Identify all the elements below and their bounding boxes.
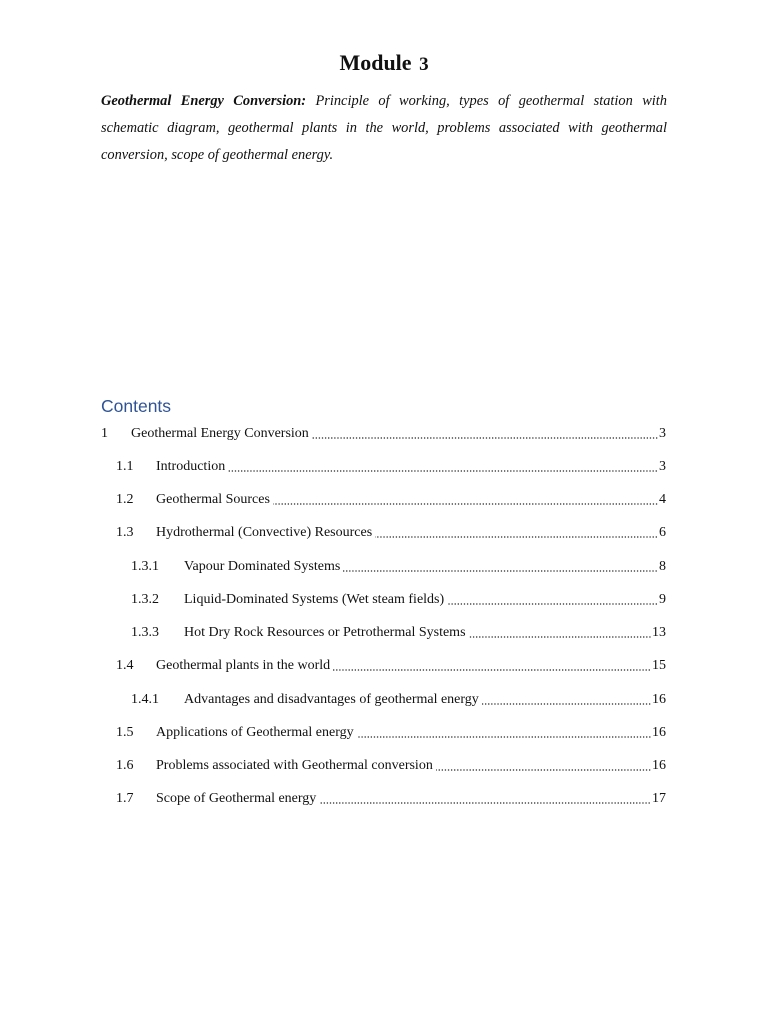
toc-entry-title: Geothermal Energy Conversion	[131, 426, 309, 441]
toc-entry-page: 13	[652, 625, 666, 640]
toc-entry-page: 8	[659, 559, 666, 574]
toc-dot-leader	[436, 769, 651, 771]
toc-entry-title: Hydrothermal (Convective) Resources	[156, 525, 373, 540]
toc-entry-page: 3	[659, 459, 666, 474]
toc-entry-number: 1.2	[116, 492, 134, 507]
toc-entry-number: 1.3.1	[131, 559, 159, 574]
toc-entry-number: 1	[101, 426, 108, 441]
toc-entry-page: 16	[652, 758, 666, 773]
toc-entry[interactable]	[131, 624, 666, 642]
toc-entry-title: Liquid-Dominated Systems (Wet steam fields)	[184, 592, 445, 607]
intro-text: Principle of working, types of geothermal station with schematic diagram, geothermal plants in the world, problems associated with geothermal conversion, scope of geothermal energy.	[101, 93, 667, 163]
toc-dot-leader	[343, 570, 658, 572]
toc-dot-leader	[333, 669, 651, 671]
toc-entry-title: Problems associated with Geothermal conversion	[156, 758, 433, 773]
toc-entry-number: 1.1	[116, 459, 134, 474]
toc-dot-leader	[228, 470, 658, 472]
toc-entry-number: 1.6	[116, 758, 134, 773]
toc-entry[interactable]	[116, 724, 666, 742]
toc-entry-page: 9	[659, 592, 666, 607]
toc-entry[interactable]	[101, 425, 666, 443]
toc-entry[interactable]	[116, 491, 666, 509]
toc-entry-title: Applications of Geothermal energy	[156, 725, 354, 740]
toc-dot-leader	[312, 437, 658, 439]
toc-entry-page: 16	[652, 692, 666, 707]
toc-entry-title: Advantages and disadvantages of geothermal energy	[184, 692, 479, 707]
toc-entry-number: 1.4.1	[131, 692, 159, 707]
module-label: Module	[339, 50, 412, 75]
toc-entry[interactable]	[131, 691, 666, 709]
toc-entry-title: Vapour Dominated Systems	[184, 559, 341, 574]
toc-dot-leader	[357, 736, 651, 738]
toc-entry-page: 4	[659, 492, 666, 507]
contents-heading: Contents	[101, 396, 172, 416]
toc-entry-title: Geothermal Sources	[156, 492, 270, 507]
toc-entry-number: 1.3.2	[131, 592, 159, 607]
toc-entry[interactable]	[116, 757, 666, 775]
toc-dot-leader	[319, 802, 651, 804]
toc-entry-number: 1.5	[116, 725, 134, 740]
toc-dot-leader	[482, 703, 651, 705]
toc-entry[interactable]	[116, 790, 666, 808]
toc-dot-leader	[273, 503, 658, 505]
toc-entry-number: 1.3	[116, 525, 134, 540]
toc-dot-leader	[375, 536, 658, 538]
toc-entry-number: 1.7	[116, 791, 134, 806]
toc-entry-page: 16	[652, 725, 666, 740]
toc-dot-leader	[447, 603, 658, 605]
module-number: 3	[419, 54, 429, 75]
toc-entry-page: 17	[652, 791, 666, 806]
toc-entry-number: 1.4	[116, 658, 134, 673]
toc-entry-page: 15	[652, 658, 666, 673]
toc-entry-title: Scope of Geothermal energy	[156, 791, 317, 806]
toc-entry-title: Hot Dry Rock Resources or Petrothermal Systems	[184, 625, 466, 640]
toc-entry-page: 6	[659, 525, 666, 540]
toc-entry-title: Introduction	[156, 459, 226, 474]
toc-entry[interactable]	[116, 458, 666, 476]
toc-entry-title: Geothermal plants in the world	[156, 658, 331, 673]
toc-entry[interactable]	[116, 657, 666, 675]
toc-entry[interactable]	[131, 558, 666, 576]
toc-entry[interactable]	[116, 524, 666, 542]
toc-entry-number: 1.3.3	[131, 625, 159, 640]
intro-lead: Geothermal Energy Conversion:	[101, 93, 307, 109]
toc-entry[interactable]	[131, 591, 666, 609]
toc-dot-leader	[469, 636, 651, 638]
toc-entry-page: 3	[659, 426, 666, 441]
